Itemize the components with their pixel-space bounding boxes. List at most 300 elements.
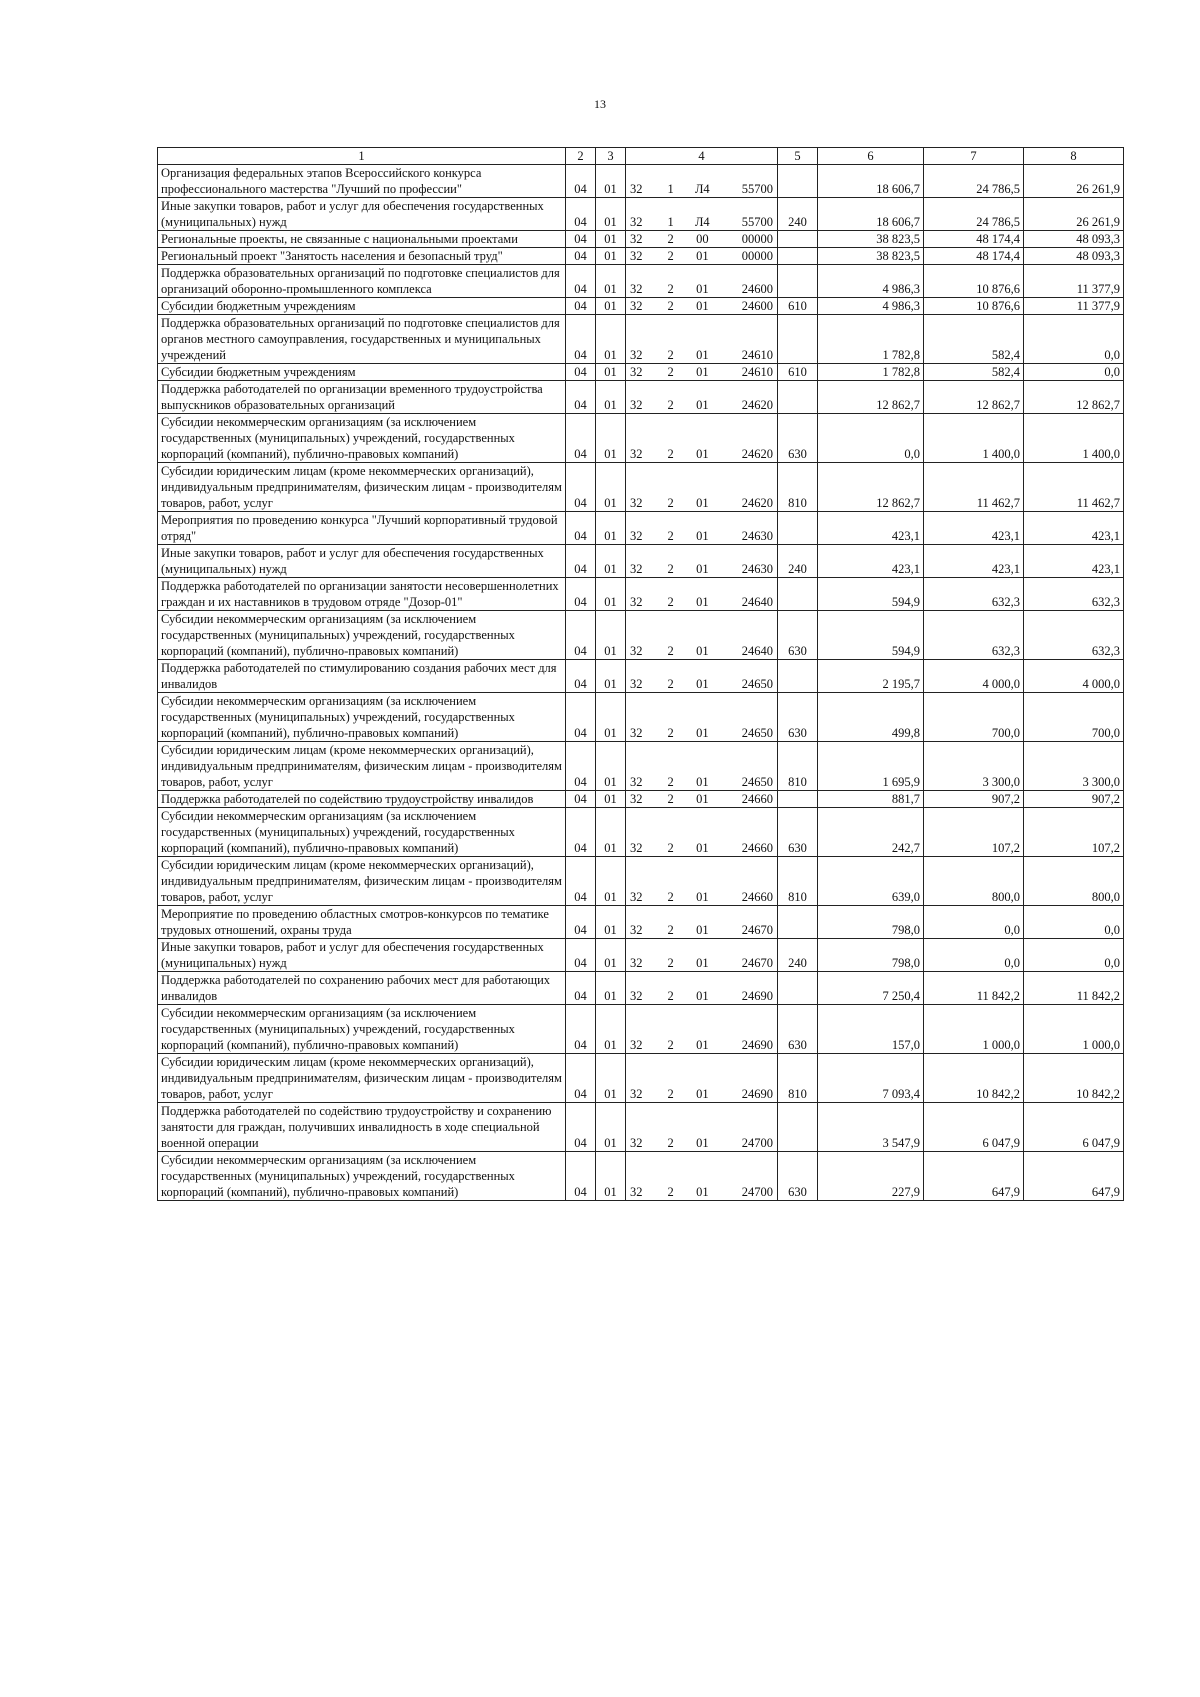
amount-year-3: 0,0 [1024, 364, 1124, 381]
amount-year-3: 1 000,0 [1024, 1005, 1124, 1054]
code-direction: 24660 [741, 890, 773, 904]
code-subsection: 01 [596, 742, 626, 791]
code-program: 32 [630, 775, 643, 789]
amount-year-2: 11 462,7 [924, 463, 1024, 512]
code-direction: 24650 [741, 775, 773, 789]
code-direction: 24620 [741, 496, 773, 510]
code-target-article [626, 315, 778, 364]
table-row [158, 906, 1124, 939]
code-section: 04 [566, 1054, 596, 1103]
code-direction: 24670 [741, 923, 773, 937]
code-direction: 24650 [741, 677, 773, 691]
amount-year-1: 639,0 [818, 857, 924, 906]
row-description: Субсидии некоммерческим организациям (за исключением государственных (муниципальных) учреждений, государственных корпораций (компаний), публично-правовых компаний) [158, 808, 566, 857]
code-subprogram: 2 [667, 299, 674, 313]
code-direction: 24640 [741, 595, 773, 609]
code-expense-type: 810 [778, 1054, 818, 1103]
code-expense-type [778, 512, 818, 545]
code-program: 32 [630, 447, 643, 461]
code-section: 04 [566, 545, 596, 578]
amount-year-2: 10 876,6 [924, 265, 1024, 298]
table-row [158, 165, 1124, 198]
code-expense-type: 630 [778, 611, 818, 660]
amount-year-1: 1 782,8 [818, 315, 924, 364]
table-row [158, 1152, 1124, 1201]
code-expense-type: 240 [778, 198, 818, 231]
column-number-row [158, 148, 1124, 165]
amount-year-3: 4 000,0 [1024, 660, 1124, 693]
code-program: 32 [630, 1038, 643, 1052]
row-description: Субсидии некоммерческим организациям (за исключением государственных (муниципальных) учреждений, государственных корпораций (компаний), публично-правовых компаний) [158, 611, 566, 660]
table-row [158, 1103, 1124, 1152]
code-program: 32 [630, 595, 643, 609]
amount-year-3: 700,0 [1024, 693, 1124, 742]
table-row [158, 364, 1124, 381]
code-section: 04 [566, 414, 596, 463]
code-project: 00 [696, 232, 709, 246]
amount-year-1: 594,9 [818, 611, 924, 660]
code-section: 04 [566, 742, 596, 791]
code-program: 32 [630, 923, 643, 937]
amount-year-3: 48 093,3 [1024, 248, 1124, 265]
code-program: 32 [630, 956, 643, 970]
amount-year-2: 1 000,0 [924, 1005, 1024, 1054]
amount-year-2: 1 400,0 [924, 414, 1024, 463]
amount-year-3: 423,1 [1024, 545, 1124, 578]
code-program: 32 [630, 1136, 643, 1150]
amount-year-2: 700,0 [924, 693, 1024, 742]
column-header: 2 [566, 148, 596, 165]
code-expense-type: 630 [778, 1152, 818, 1201]
table-row [158, 298, 1124, 315]
code-project: 01 [696, 496, 709, 510]
code-subprogram: 2 [667, 677, 674, 691]
row-description: Поддержка работодателей по стимулированию создания рабочих мест для инвалидов [158, 660, 566, 693]
amount-year-1: 499,8 [818, 693, 924, 742]
amount-year-3: 11 462,7 [1024, 463, 1124, 512]
code-section: 04 [566, 165, 596, 198]
code-target-article [626, 165, 778, 198]
row-description: Субсидии некоммерческим организациям (за исключением государственных (муниципальных) учреждений, государственных корпораций (компаний), публично-правовых компаний) [158, 1152, 566, 1201]
amount-year-1: 4 986,3 [818, 265, 924, 298]
code-direction: 24630 [741, 529, 773, 543]
code-direction: 24700 [741, 1185, 773, 1199]
row-description: Иные закупки товаров, работ и услуг для обеспечения государственных (муниципальных) нужд [158, 545, 566, 578]
code-section: 04 [566, 1103, 596, 1152]
code-section: 04 [566, 857, 596, 906]
table-row [158, 315, 1124, 364]
code-project: 01 [696, 595, 709, 609]
code-project: 01 [696, 365, 709, 379]
code-target-article [626, 414, 778, 463]
amount-year-1: 18 606,7 [818, 165, 924, 198]
code-section: 04 [566, 298, 596, 315]
code-subprogram: 2 [667, 792, 674, 806]
budget-table-container [157, 147, 1124, 1201]
code-section: 04 [566, 364, 596, 381]
code-subprogram: 2 [667, 1087, 674, 1101]
code-target-article [626, 298, 778, 315]
code-project: 01 [696, 299, 709, 313]
code-direction: 00000 [741, 249, 773, 263]
code-subsection: 01 [596, 198, 626, 231]
amount-year-3: 26 261,9 [1024, 198, 1124, 231]
amount-year-3: 6 047,9 [1024, 1103, 1124, 1152]
amount-year-1: 1 695,9 [818, 742, 924, 791]
code-project: 01 [696, 1087, 709, 1101]
amount-year-1: 798,0 [818, 906, 924, 939]
code-program: 32 [630, 1087, 643, 1101]
code-project: 01 [696, 282, 709, 296]
amount-year-3: 107,2 [1024, 808, 1124, 857]
amount-year-2: 4 000,0 [924, 660, 1024, 693]
amount-year-3: 11 377,9 [1024, 298, 1124, 315]
amount-year-3: 0,0 [1024, 939, 1124, 972]
amount-year-2: 10 842,2 [924, 1054, 1024, 1103]
amount-year-2: 12 862,7 [924, 381, 1024, 414]
code-target-article [626, 1103, 778, 1152]
code-expense-type: 240 [778, 939, 818, 972]
amount-year-2: 6 047,9 [924, 1103, 1024, 1152]
amount-year-1: 1 782,8 [818, 364, 924, 381]
code-target-article [626, 742, 778, 791]
code-project: 01 [696, 447, 709, 461]
code-project: 01 [696, 956, 709, 970]
table-row [158, 512, 1124, 545]
amount-year-2: 423,1 [924, 512, 1024, 545]
code-subprogram: 2 [667, 496, 674, 510]
budget-table [157, 147, 1124, 1201]
code-project: 01 [696, 775, 709, 789]
table-row [158, 381, 1124, 414]
code-subsection: 01 [596, 693, 626, 742]
amount-year-3: 632,3 [1024, 578, 1124, 611]
amount-year-2: 582,4 [924, 315, 1024, 364]
code-subsection: 01 [596, 381, 626, 414]
code-section: 04 [566, 972, 596, 1005]
code-direction: 24610 [741, 365, 773, 379]
code-program: 32 [630, 644, 643, 658]
code-project: 01 [696, 529, 709, 543]
code-project: 01 [696, 249, 709, 263]
code-project: 01 [696, 890, 709, 904]
amount-year-3: 26 261,9 [1024, 165, 1124, 198]
code-subsection: 01 [596, 611, 626, 660]
code-target-article [626, 939, 778, 972]
amount-year-2: 647,9 [924, 1152, 1024, 1201]
code-subprogram: 2 [667, 644, 674, 658]
row-description: Поддержка образовательных организаций по подготовке специалистов для организаций оборонно-промышленного комплекса [158, 265, 566, 298]
amount-year-3: 11 377,9 [1024, 265, 1124, 298]
table-row [158, 1005, 1124, 1054]
code-section: 04 [566, 939, 596, 972]
code-target-article [626, 791, 778, 808]
code-project: 01 [696, 841, 709, 855]
amount-year-2: 11 842,2 [924, 972, 1024, 1005]
code-subsection: 01 [596, 1054, 626, 1103]
amount-year-1: 157,0 [818, 1005, 924, 1054]
amount-year-2: 0,0 [924, 939, 1024, 972]
code-expense-type [778, 231, 818, 248]
code-expense-type: 810 [778, 463, 818, 512]
amount-year-2: 0,0 [924, 906, 1024, 939]
code-subsection: 01 [596, 265, 626, 298]
code-subprogram: 2 [667, 726, 674, 740]
code-section: 04 [566, 381, 596, 414]
code-expense-type: 240 [778, 545, 818, 578]
code-program: 32 [630, 496, 643, 510]
amount-year-2: 423,1 [924, 545, 1024, 578]
code-target-article [626, 808, 778, 857]
amount-year-2: 24 786,5 [924, 198, 1024, 231]
code-target-article [626, 972, 778, 1005]
code-subsection: 01 [596, 972, 626, 1005]
row-description: Поддержка работодателей по содействию трудоустройству и сохранению занятости для граждан, получивших инвалидность в ходе специальной военной операции [158, 1103, 566, 1152]
code-section: 04 [566, 198, 596, 231]
page-number: 13 [594, 97, 606, 111]
table-row [158, 611, 1124, 660]
row-description: Иные закупки товаров, работ и услуг для обеспечения государственных (муниципальных) нужд [158, 198, 566, 231]
code-program: 32 [630, 677, 643, 691]
amount-year-2: 907,2 [924, 791, 1024, 808]
code-program: 32 [630, 249, 643, 263]
code-subprogram: 2 [667, 529, 674, 543]
code-program: 32 [630, 215, 643, 229]
code-direction: 24600 [741, 282, 773, 296]
code-subprogram: 2 [667, 282, 674, 296]
code-subsection: 01 [596, 165, 626, 198]
code-subsection: 01 [596, 463, 626, 512]
amount-year-3: 907,2 [1024, 791, 1124, 808]
row-description: Региональный проект "Занятость населения и безопасный труд" [158, 248, 566, 265]
code-direction: 24660 [741, 792, 773, 806]
code-section: 04 [566, 512, 596, 545]
code-expense-type [778, 165, 818, 198]
code-section: 04 [566, 315, 596, 364]
row-description: Субсидии юридическим лицам (кроме некоммерческих организаций), индивидуальным предпринимателям, физическим лицам - производителям товаров, работ, услуг [158, 742, 566, 791]
code-subsection: 01 [596, 1103, 626, 1152]
code-subsection: 01 [596, 808, 626, 857]
code-subprogram: 2 [667, 1136, 674, 1150]
row-description: Субсидии некоммерческим организациям (за исключением государственных (муниципальных) учреждений, государственных корпораций (компаний), публично-правовых компаний) [158, 1005, 566, 1054]
amount-year-1: 242,7 [818, 808, 924, 857]
row-description: Субсидии бюджетным учреждениям [158, 364, 566, 381]
code-section: 04 [566, 231, 596, 248]
code-program: 32 [630, 348, 643, 362]
amount-year-1: 798,0 [818, 939, 924, 972]
code-expense-type [778, 248, 818, 265]
row-description: Субсидии юридическим лицам (кроме некоммерческих организаций), индивидуальным предпринимателям, физическим лицам - производителям товаров, работ, услуг [158, 857, 566, 906]
code-section: 04 [566, 1005, 596, 1054]
code-direction: 24670 [741, 956, 773, 970]
code-expense-type [778, 660, 818, 693]
code-program: 32 [630, 1185, 643, 1199]
code-project: 01 [696, 398, 709, 412]
amount-year-3: 0,0 [1024, 315, 1124, 364]
amount-year-3: 3 300,0 [1024, 742, 1124, 791]
code-program: 32 [630, 890, 643, 904]
code-program: 32 [630, 365, 643, 379]
code-program: 32 [630, 792, 643, 806]
code-project: 01 [696, 1136, 709, 1150]
code-subsection: 01 [596, 231, 626, 248]
amount-year-1: 227,9 [818, 1152, 924, 1201]
column-header: 3 [596, 148, 626, 165]
code-subsection: 01 [596, 298, 626, 315]
code-direction: 24690 [741, 989, 773, 1003]
code-target-article [626, 1005, 778, 1054]
amount-year-3: 12 862,7 [1024, 381, 1124, 414]
amount-year-1: 423,1 [818, 512, 924, 545]
table-row [158, 693, 1124, 742]
code-target-article [626, 857, 778, 906]
code-section: 04 [566, 791, 596, 808]
row-description: Поддержка работодателей по сохранению рабочих мест для работающих инвалидов [158, 972, 566, 1005]
code-program: 32 [630, 182, 643, 196]
code-subprogram: 2 [667, 989, 674, 1003]
code-expense-type [778, 265, 818, 298]
code-expense-type: 630 [778, 693, 818, 742]
code-expense-type [778, 791, 818, 808]
code-subsection: 01 [596, 1152, 626, 1201]
code-expense-type: 610 [778, 364, 818, 381]
code-expense-type: 810 [778, 742, 818, 791]
table-row [158, 231, 1124, 248]
code-subprogram: 2 [667, 595, 674, 609]
code-subprogram: 2 [667, 1185, 674, 1199]
code-program: 32 [630, 299, 643, 313]
code-target-article [626, 463, 778, 512]
table-row [158, 857, 1124, 906]
table-row [158, 972, 1124, 1005]
code-expense-type: 630 [778, 808, 818, 857]
code-section: 04 [566, 660, 596, 693]
code-program: 32 [630, 726, 643, 740]
code-project: 01 [696, 677, 709, 691]
table-row [158, 660, 1124, 693]
amount-year-2: 10 876,6 [924, 298, 1024, 315]
code-subsection: 01 [596, 315, 626, 364]
code-expense-type [778, 906, 818, 939]
table-row [158, 1054, 1124, 1103]
amount-year-1: 38 823,5 [818, 248, 924, 265]
amount-year-3: 423,1 [1024, 512, 1124, 545]
code-program: 32 [630, 529, 643, 543]
table-row [158, 808, 1124, 857]
amount-year-2: 24 786,5 [924, 165, 1024, 198]
amount-year-3: 10 842,2 [1024, 1054, 1124, 1103]
code-direction: 24600 [741, 299, 773, 313]
code-target-article [626, 364, 778, 381]
code-target-article [626, 265, 778, 298]
amount-year-1: 594,9 [818, 578, 924, 611]
code-project: 01 [696, 923, 709, 937]
code-target-article [626, 611, 778, 660]
code-project: 01 [696, 562, 709, 576]
code-expense-type [778, 381, 818, 414]
amount-year-2: 48 174,4 [924, 248, 1024, 265]
code-direction: 24630 [741, 562, 773, 576]
code-section: 04 [566, 611, 596, 660]
row-description: Региональные проекты, не связанные с национальными проектами [158, 231, 566, 248]
code-direction: 00000 [741, 232, 773, 246]
table-row [158, 742, 1124, 791]
amount-year-1: 4 986,3 [818, 298, 924, 315]
column-header: 5 [778, 148, 818, 165]
row-description: Субсидии юридическим лицам (кроме некоммерческих организаций), индивидуальным предпринимателям, физическим лицам - производителям товаров, работ, услуг [158, 463, 566, 512]
amount-year-1: 18 606,7 [818, 198, 924, 231]
row-description: Поддержка работодателей по организации занятости несовершеннолетних граждан и их наставников в трудовом отряде "Дозор-01" [158, 578, 566, 611]
code-subprogram: 2 [667, 841, 674, 855]
table-row [158, 578, 1124, 611]
code-subsection: 01 [596, 906, 626, 939]
amount-year-3: 647,9 [1024, 1152, 1124, 1201]
code-target-article [626, 381, 778, 414]
amount-year-1: 3 547,9 [818, 1103, 924, 1152]
code-program: 32 [630, 841, 643, 855]
code-subprogram: 1 [667, 182, 674, 196]
amount-year-2: 582,4 [924, 364, 1024, 381]
table-row [158, 545, 1124, 578]
column-header: 8 [1024, 148, 1124, 165]
column-header: 1 [158, 148, 566, 165]
code-subprogram: 1 [667, 215, 674, 229]
code-expense-type: 630 [778, 414, 818, 463]
code-direction: 24650 [741, 726, 773, 740]
code-expense-type: 630 [778, 1005, 818, 1054]
amount-year-1: 2 195,7 [818, 660, 924, 693]
code-direction: 24700 [741, 1136, 773, 1150]
code-expense-type [778, 315, 818, 364]
table-row [158, 265, 1124, 298]
code-project: 01 [696, 726, 709, 740]
amount-year-2: 107,2 [924, 808, 1024, 857]
code-expense-type [778, 1103, 818, 1152]
code-expense-type: 610 [778, 298, 818, 315]
code-expense-type [778, 578, 818, 611]
amount-year-2: 48 174,4 [924, 231, 1024, 248]
code-section: 04 [566, 265, 596, 298]
row-description: Субсидии некоммерческим организациям (за исключением государственных (муниципальных) учреждений, государственных корпораций (компаний), публично-правовых компаний) [158, 414, 566, 463]
code-project: 01 [696, 989, 709, 1003]
code-section: 04 [566, 1152, 596, 1201]
code-subsection: 01 [596, 364, 626, 381]
table-row [158, 198, 1124, 231]
code-program: 32 [630, 562, 643, 576]
amount-year-3: 1 400,0 [1024, 414, 1124, 463]
code-section: 04 [566, 693, 596, 742]
code-subsection: 01 [596, 578, 626, 611]
amount-year-2: 800,0 [924, 857, 1024, 906]
amount-year-1: 12 862,7 [818, 463, 924, 512]
amount-year-2: 3 300,0 [924, 742, 1024, 791]
code-target-article [626, 1054, 778, 1103]
code-section: 04 [566, 808, 596, 857]
code-expense-type: 810 [778, 857, 818, 906]
code-target-article [626, 906, 778, 939]
code-project: 01 [696, 792, 709, 806]
code-section: 04 [566, 248, 596, 265]
code-direction: 24620 [741, 447, 773, 461]
code-program: 32 [630, 398, 643, 412]
row-description: Поддержка образовательных организаций по подготовке специалистов для органов местного самоуправления, государственных и муниципальных учреждений [158, 315, 566, 364]
code-subsection: 01 [596, 1005, 626, 1054]
code-target-article [626, 231, 778, 248]
code-section: 04 [566, 463, 596, 512]
code-subprogram: 2 [667, 956, 674, 970]
code-project: 01 [696, 644, 709, 658]
row-description: Мероприятие по проведению областных смотров-конкурсов по тематике трудовых отношений, охраны труда [158, 906, 566, 939]
